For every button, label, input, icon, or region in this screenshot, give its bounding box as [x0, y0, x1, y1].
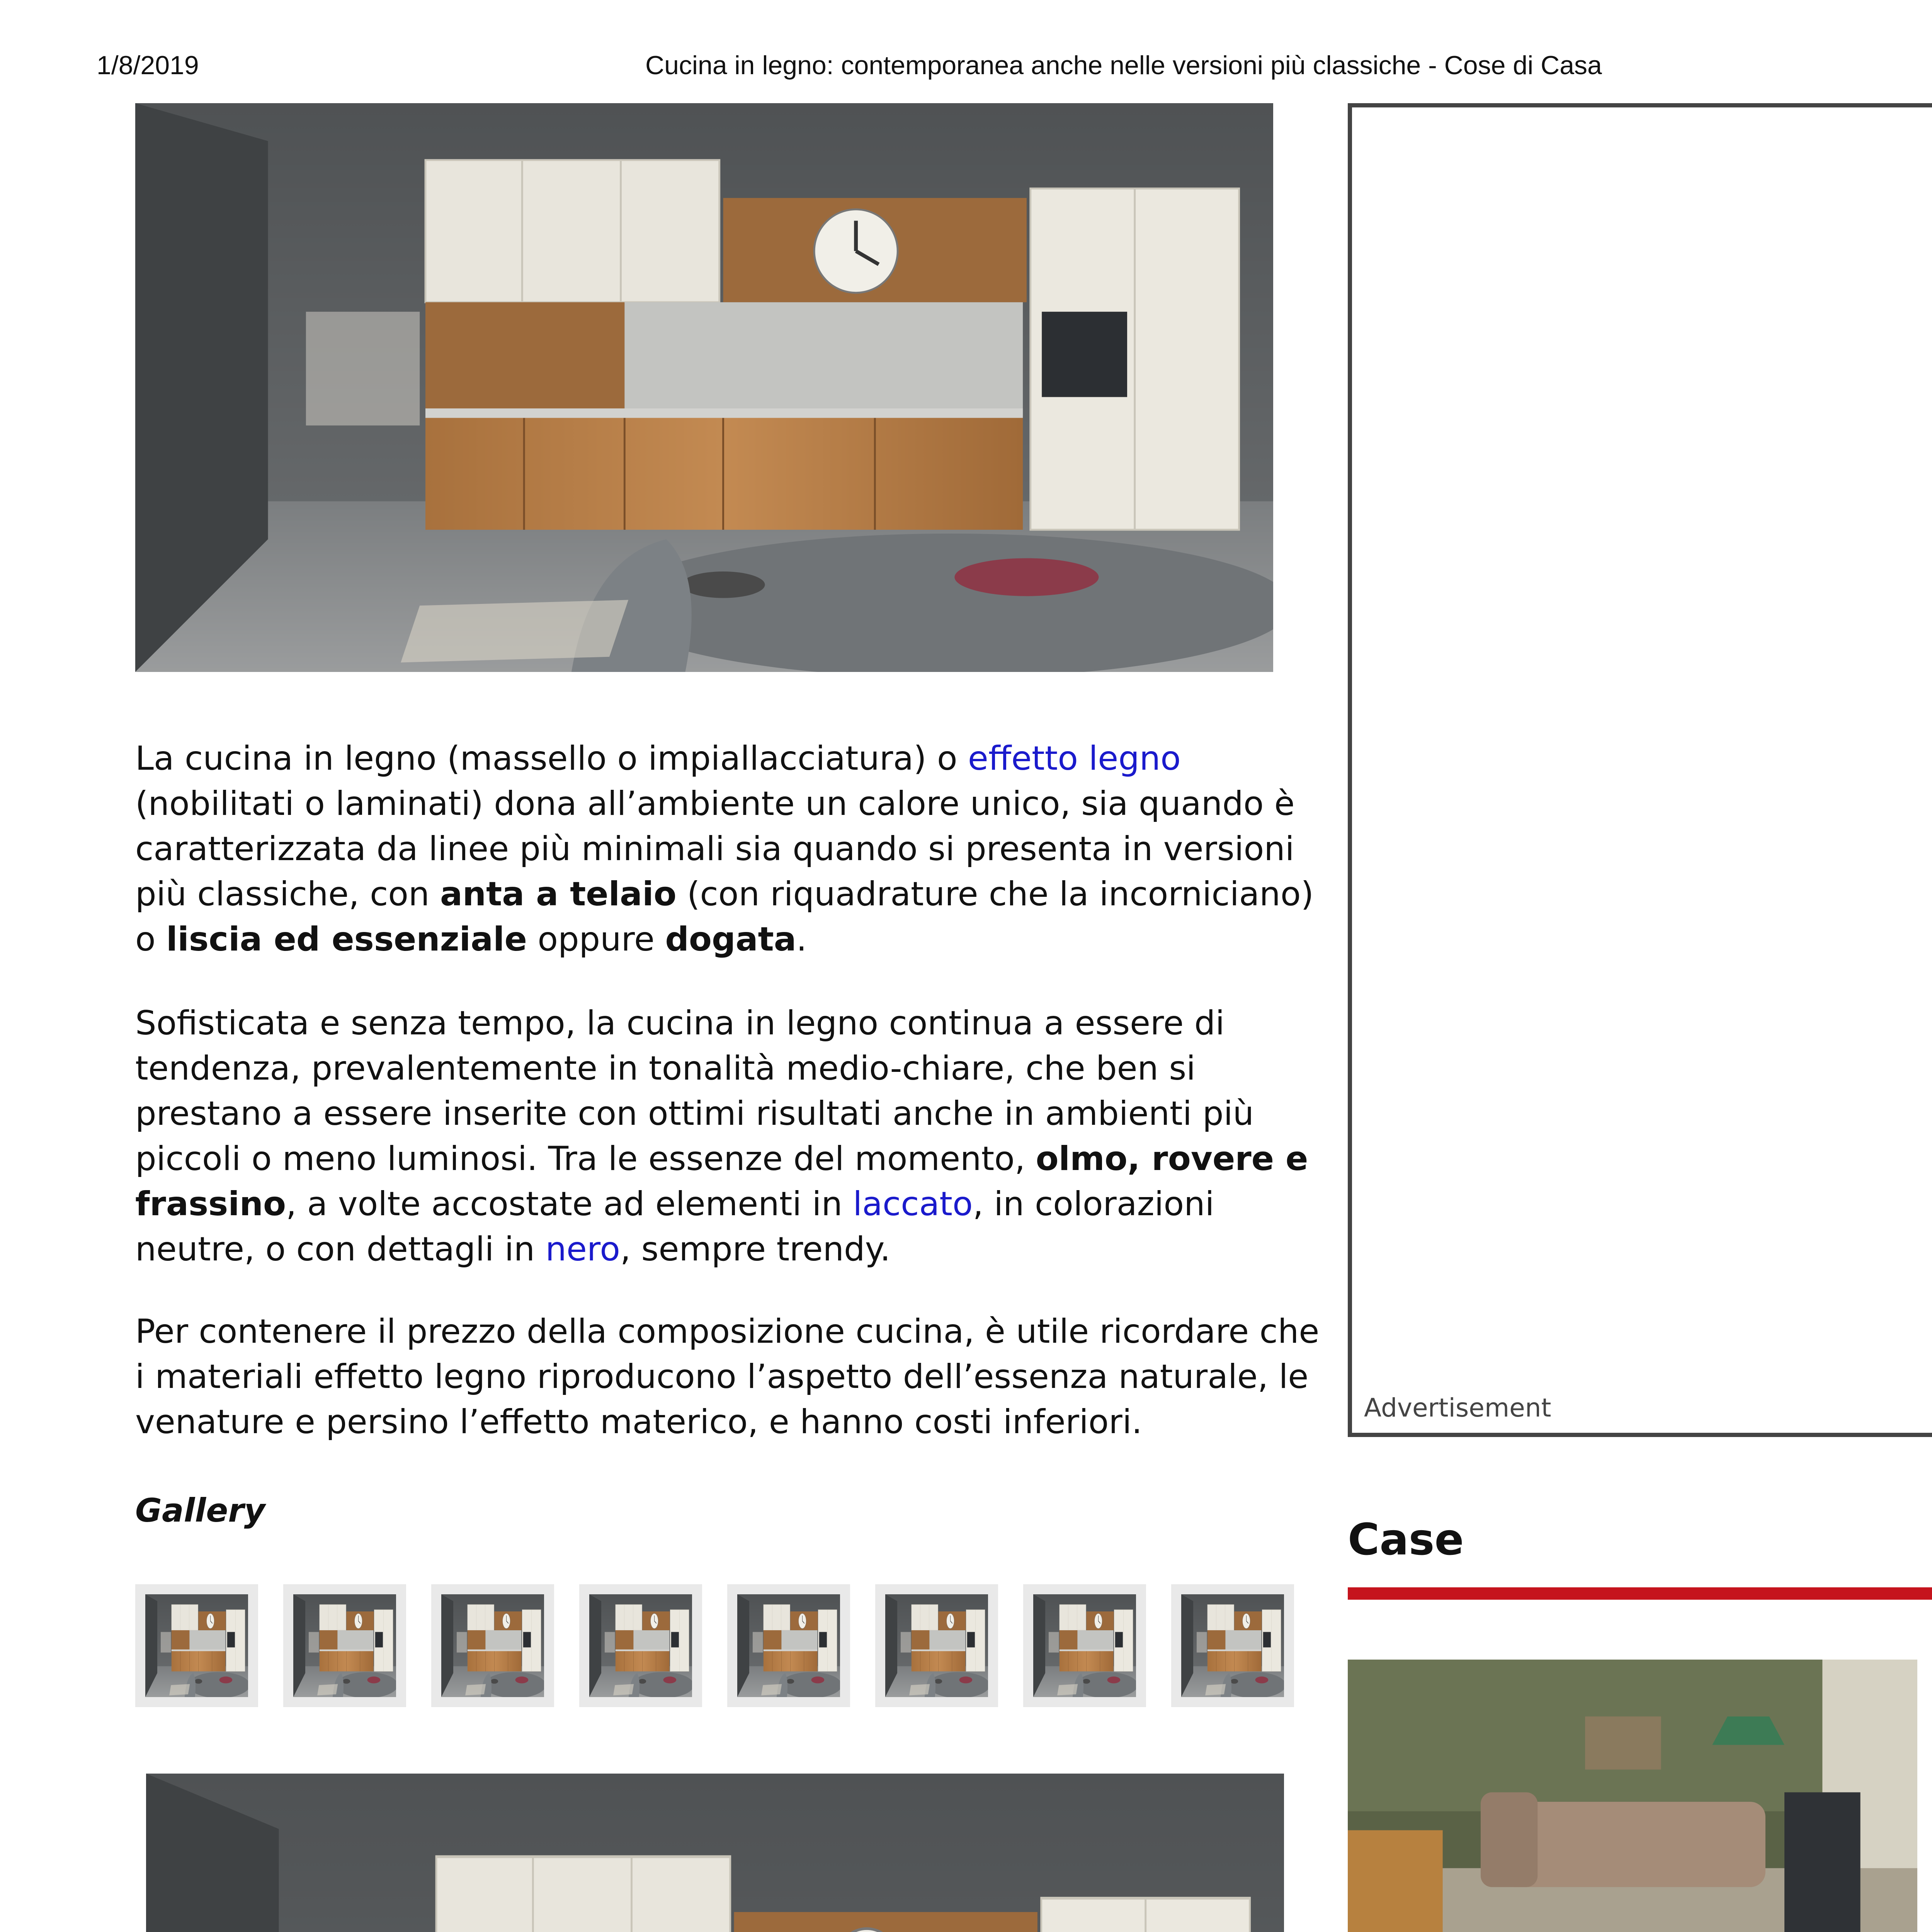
print-page-title: Cucina in legno: contemporanea anche nelle versioni più classiche - Cose di Casa	[645, 51, 1602, 80]
link-nero[interactable]: nero	[545, 1230, 620, 1269]
article-paragraph-2: Sofisticata e senza tempo, la cucina in legno continua a essere di tendenza, prevalentemente in tonalità medio-chiare, che ben si prestano a essere inserite con ottimi risultati anche in ambienti più piccoli o meno luminosi. Tra le essenze del momento, olmo, rovere e frassino, a volte accostate ad elementi in laccato, in colorazioni neutre, o con dettagli in nero, sempre trendy.	[135, 1004, 1308, 1269]
sidebar-article-1-image[interactable]	[1348, 1660, 1917, 1932]
gallery-thumb-7[interactable]	[1023, 1584, 1146, 1707]
hero-image	[135, 103, 1273, 672]
advertisement-box[interactable]	[1348, 103, 1932, 1437]
gallery-thumb-3[interactable]	[431, 1584, 554, 1707]
article-paragraph-1: La cucina in legno (massello o impiallacciatura) o effetto legno (nobilitati o laminati) dona all’ambiente un calore unico, sia quando è caratterizzata da linee più minimali sia quando si presenta in versioni più classiche, con anta a telaio (con riquadrature che la incorniciano) o liscia ed essenziale oppure dogata.	[135, 739, 1314, 959]
gallery-thumb-5[interactable]	[727, 1584, 850, 1707]
section-title-underline	[1348, 1587, 1932, 1600]
gallery-thumb-2[interactable]	[283, 1584, 406, 1707]
section-title-case: Case	[1348, 1515, 1464, 1565]
print-date: 1/8/2019	[97, 51, 199, 80]
gallery-main-image	[146, 1774, 1284, 1932]
gallery-thumb-6[interactable]	[875, 1584, 998, 1707]
gallery-thumb-4[interactable]	[579, 1584, 702, 1707]
link-effetto-legno[interactable]: effetto legno	[968, 739, 1181, 778]
article-paragraph-3: Per contenere il prezzo della composizione cucina, è utile ricordare che i materiali effetto legno riproducono l’aspetto dell’essenza naturale, le venature e persino l’effetto materico, e hanno costi inferiori.	[135, 1312, 1320, 1441]
link-laccato[interactable]: laccato	[853, 1185, 973, 1223]
advertisement-label: Advertisement	[1364, 1393, 1551, 1423]
gallery-thumb-8[interactable]	[1171, 1584, 1294, 1707]
gallery-title: Gallery	[135, 1492, 265, 1529]
gallery-thumb-1[interactable]	[135, 1584, 258, 1707]
